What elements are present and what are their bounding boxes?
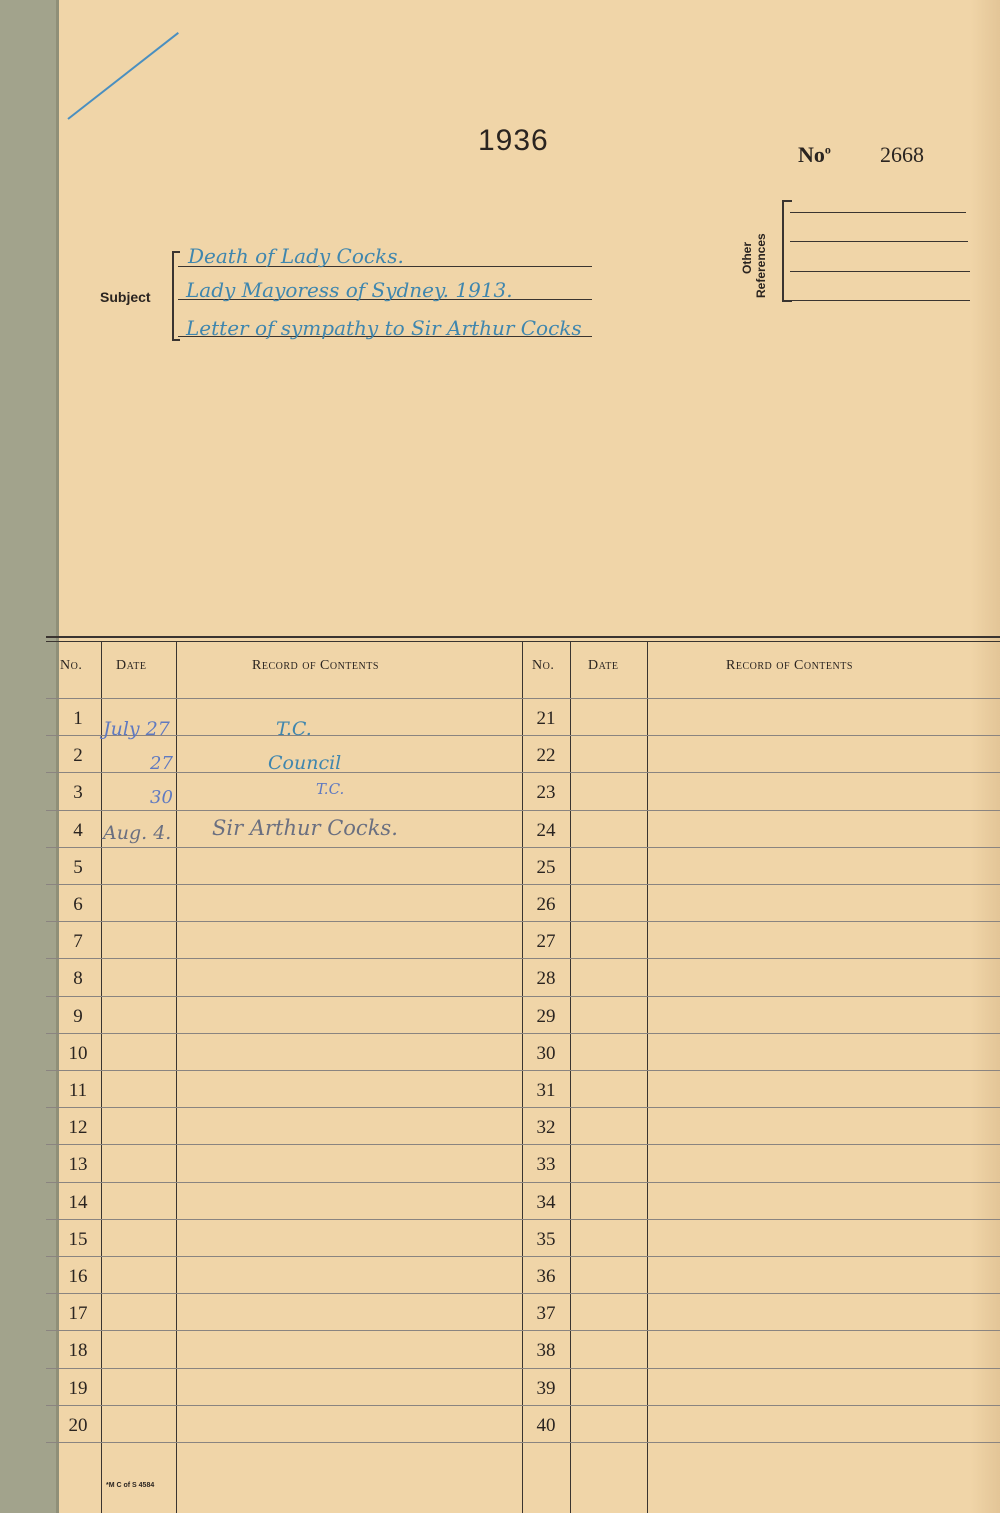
- other-references-label: [736, 200, 768, 300]
- left-row-number: 1: [73, 708, 83, 729]
- right-row-number: 34: [536, 1192, 556, 1213]
- table-rule: [46, 1330, 1000, 1331]
- left-row-number: 17: [68, 1303, 88, 1324]
- table-rule: [46, 1219, 1000, 1220]
- entry-4-record: Sir Arthur Cocks.: [212, 816, 398, 840]
- entry-3-date: 30: [150, 787, 173, 808]
- entry-3-record: T.C.: [316, 780, 345, 798]
- subject-line-1: Death of Lady Cocks.: [188, 244, 404, 268]
- right-row-number: 33: [536, 1154, 556, 1175]
- binding-spine: [0, 0, 56, 1513]
- table-rule: [46, 810, 1000, 811]
- left-row-number: 19: [68, 1378, 88, 1399]
- header-no-right: No.: [532, 658, 555, 673]
- other-references-label-line2: References: [754, 233, 768, 298]
- header-date-right: Date: [588, 658, 619, 673]
- table-rule: [46, 1293, 1000, 1294]
- table-rule: [46, 1368, 1000, 1369]
- other-references-label-line1: Other: [740, 241, 754, 274]
- entry-4-date: Aug. 4.: [103, 822, 172, 844]
- reference-line: [790, 212, 966, 213]
- right-row-number: 36: [536, 1266, 556, 1287]
- left-row-number: 3: [73, 782, 83, 803]
- right-row-number: 21: [536, 708, 556, 729]
- table-rule: [46, 847, 1000, 848]
- header-record-left: Record of Contents: [252, 658, 379, 673]
- right-row-number: 31: [536, 1080, 556, 1101]
- table-rule: [46, 735, 1000, 736]
- table-rule: [46, 1107, 1000, 1108]
- left-row-number: 16: [68, 1266, 88, 1287]
- right-row-number: 24: [536, 820, 556, 841]
- right-row-number: 25: [536, 857, 556, 878]
- reference-line: [790, 300, 970, 301]
- right-row-number: 32: [536, 1117, 556, 1138]
- entry-2-date: 27: [150, 753, 173, 774]
- table-rule: [46, 958, 1000, 959]
- entry-1-date: July 27: [103, 718, 170, 740]
- subject-line-3: Letter of sympathy to Sir Arthur Cocks: [186, 316, 582, 340]
- left-row-number: 5: [73, 857, 83, 878]
- table-rule: [46, 921, 1000, 922]
- left-row-number: 7: [73, 931, 83, 952]
- left-row-number: 8: [73, 968, 83, 989]
- left-row-number: 6: [73, 894, 83, 915]
- entry-2-record: Council: [268, 752, 342, 774]
- header-record-right: Record of Contents: [726, 658, 853, 673]
- right-row-number: 38: [536, 1340, 556, 1361]
- table-top-rule: [46, 636, 1000, 638]
- right-row-number: 27: [536, 931, 556, 952]
- references-bracket: [782, 200, 792, 302]
- right-row-number: 40: [536, 1415, 556, 1436]
- right-row-number: 35: [536, 1229, 556, 1250]
- reference-line: [790, 241, 968, 242]
- table-rule: [46, 1182, 1000, 1183]
- left-row-number: 11: [68, 1080, 88, 1101]
- left-row-number: 10: [68, 1043, 88, 1064]
- right-row-number: 29: [536, 1006, 556, 1027]
- left-row-number: 9: [73, 1006, 83, 1027]
- table-rule: [46, 1405, 1000, 1406]
- subject-bracket: [172, 251, 180, 341]
- table-rule: [46, 1033, 1000, 1034]
- subject-line-2: Lady Mayoress of Sydney. 1913.: [186, 278, 513, 302]
- right-row-number: 37: [536, 1303, 556, 1324]
- left-row-number: 12: [68, 1117, 88, 1138]
- pen-stroke-mark: [67, 32, 179, 120]
- left-row-number: 20: [68, 1415, 88, 1436]
- file-year: 1936: [478, 124, 549, 157]
- table-rule: [46, 1442, 1000, 1443]
- page-edge: [970, 0, 1000, 1513]
- left-row-number: 4: [73, 820, 83, 841]
- file-number-label: No$^o$: [798, 142, 831, 167]
- reference-line: [790, 271, 970, 272]
- table-rule: [46, 698, 1000, 699]
- form-code: *M C of S 4584: [106, 1482, 155, 1489]
- left-row-number: 18: [68, 1340, 88, 1361]
- table-rule: [46, 1256, 1000, 1257]
- table-rule: [46, 1070, 1000, 1071]
- left-row-number: 15: [68, 1229, 88, 1250]
- right-row-number: 39: [536, 1378, 556, 1399]
- right-row-number: 23: [536, 782, 556, 803]
- left-row-number: 14: [68, 1192, 88, 1213]
- subject-label: Subject: [100, 289, 151, 305]
- entry-1-record: T.C.: [276, 718, 312, 740]
- table-rule: [46, 772, 1000, 773]
- left-row-number: 13: [68, 1154, 88, 1175]
- table-rule: [46, 884, 1000, 885]
- right-row-number: 26: [536, 894, 556, 915]
- file-number-value: 2668: [880, 142, 924, 167]
- right-row-number: 28: [536, 968, 556, 989]
- header-no-left: No.: [60, 658, 83, 673]
- table-rule: [46, 996, 1000, 997]
- right-row-number: 30: [536, 1043, 556, 1064]
- header-date-left: Date: [116, 658, 147, 673]
- table-rule: [46, 1144, 1000, 1145]
- right-row-number: 22: [536, 745, 556, 766]
- table-top-rule-2: [46, 641, 1000, 642]
- left-row-number: 2: [73, 745, 83, 766]
